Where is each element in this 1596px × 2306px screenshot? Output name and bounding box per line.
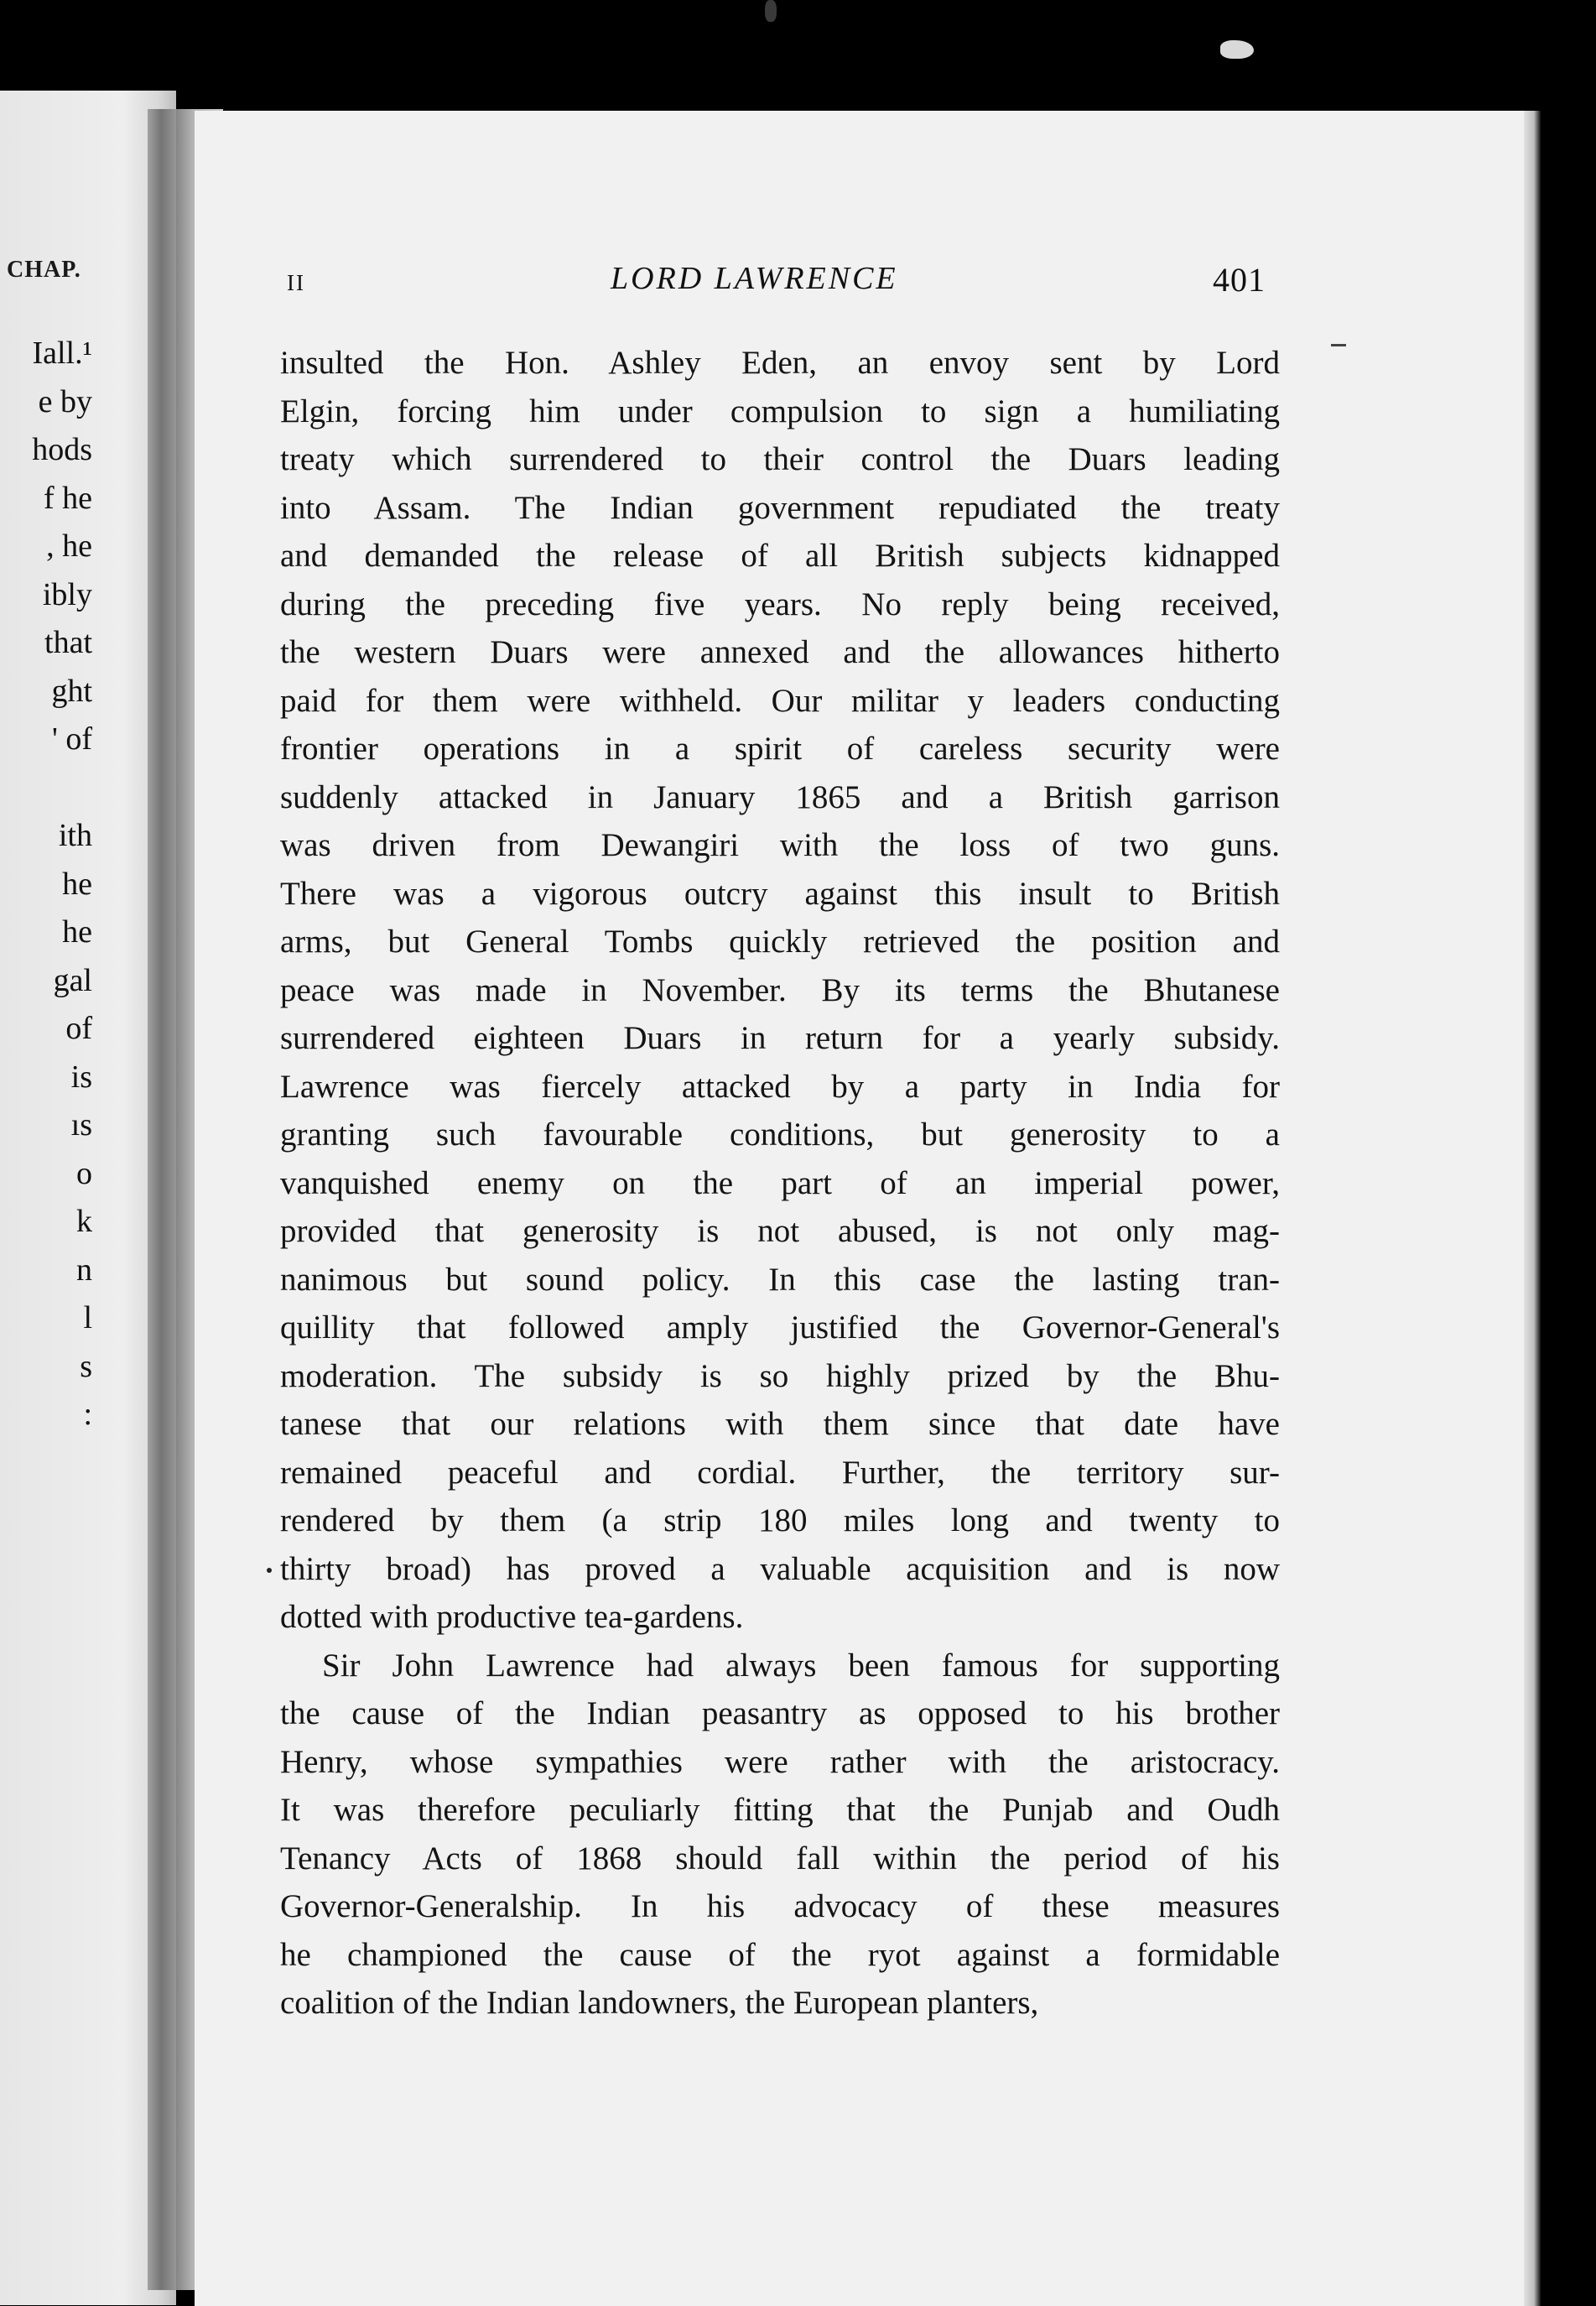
- left-page-fragment: ibly: [42, 576, 92, 612]
- chapter-numeral: II: [287, 270, 305, 295]
- text-line: thirty broad) has proved a valuable acquisition and is now: [280, 1550, 1280, 1587]
- text-line: Elgin, forcing him under compulsion to sign a humiliating: [280, 393, 1280, 429]
- text-line: nanimous but sound policy. In this case the lasting tran-: [280, 1261, 1280, 1298]
- left-page-fragment: [0, 764, 92, 813]
- text-line: vanquished enemy on the part of an imperial power,: [280, 1164, 1280, 1201]
- running-title: LORD LAWRENCE: [611, 261, 898, 296]
- text-line: Governor-Generalship. In his advocacy of these measures: [280, 1888, 1280, 1924]
- left-page-fragment: s: [80, 1348, 92, 1384]
- text-line: the western Duars were annexed and the allowances hitherto: [280, 634, 1280, 670]
- text-line: moderation. The subsidy is so highly prized by the Bhu-: [280, 1357, 1280, 1394]
- paragraph: [280, 339, 1280, 1642]
- text-line: Tenancy Acts of 1868 should fall within the period of his: [280, 1840, 1280, 1877]
- left-page-fragment: n: [76, 1252, 92, 1288]
- left-page-fragment: he: [62, 914, 92, 950]
- left-page-fragment: Iall.¹: [32, 336, 92, 371]
- text-line: rendered by them (a strip 180 miles long and twenty to: [280, 1502, 1280, 1538]
- margin-dot: [267, 1568, 272, 1573]
- left-page-fragment: l: [83, 1300, 92, 1335]
- left-page-fragment: f he: [43, 480, 92, 516]
- text-line: There was a vigorous outcry against this insult to British: [280, 875, 1280, 912]
- left-page-fragment: , he: [46, 528, 92, 564]
- paragraph: [280, 1642, 1280, 2028]
- text-line: was driven from Dewangiri with the loss of two guns.: [280, 827, 1280, 863]
- text-line: arms, but General Tombs quickly retrieved the position and: [280, 924, 1280, 960]
- text-line: during the preceding five years. No reply being received,: [280, 586, 1280, 622]
- text-line: provided that generosity is not abused, is not only mag-: [280, 1213, 1280, 1249]
- left-page-fragment: is: [70, 1059, 92, 1095]
- left-page-text-fragments: [0, 330, 92, 1439]
- text-line: Lawrence was fiercely attacked by a party in India for: [280, 1068, 1280, 1105]
- left-page-fragment: he: [62, 866, 92, 902]
- text-line: into Assam. The Indian government repudiated the treaty: [280, 489, 1280, 526]
- left-page-fragment: ght: [51, 673, 92, 709]
- left-page-fragment: e by: [38, 383, 92, 419]
- text-line: insulted the Hon. Ashley Eden, an envoy sent by Lord: [280, 345, 1280, 381]
- left-page-fragment: of: [65, 1011, 92, 1046]
- text-line: coalition of the Indian landowners, the European planters,: [280, 1985, 1039, 2021]
- text-line: dotted with productive tea-gardens.: [280, 1599, 744, 1635]
- body-text: [280, 339, 1280, 2028]
- left-page-fragment: gal: [53, 962, 92, 998]
- left-page-fragment: ' of: [51, 721, 92, 757]
- text-line: treaty which surrendered to their control the Duars leading: [280, 441, 1280, 477]
- scan-speck: [765, 0, 777, 22]
- page-number: 401: [1213, 261, 1266, 299]
- text-line: surrendered eighteen Duars in return for a yearly subsidy.: [280, 1020, 1280, 1056]
- left-page-header: CHAP.: [7, 257, 81, 283]
- left-page-fragment: k: [76, 1204, 92, 1239]
- text-line: tanese that our relations with them since that date have: [280, 1406, 1280, 1442]
- left-page-fragment: that: [44, 625, 92, 660]
- text-line: remained peaceful and cordial. Further, the territory sur-: [280, 1454, 1280, 1491]
- text-line: he championed the cause of the ryot against a formidable: [280, 1936, 1280, 1973]
- text-line: peace was made in November. By its terms the Bhutanese: [280, 971, 1280, 1008]
- scan-speck: [1220, 40, 1254, 59]
- right-page: [195, 111, 1524, 2306]
- text-line: It was therefore peculiarly fitting that the Punjab and Oudh: [280, 1792, 1280, 1828]
- text-line: the cause of the Indian peasantry as opposed to his brother: [280, 1695, 1280, 1731]
- left-page-fragment: ıs: [70, 1107, 92, 1143]
- text-line: granting such favourable conditions, but generosity to a: [280, 1117, 1280, 1153]
- running-head: [195, 260, 1524, 310]
- margin-mark: [1331, 344, 1346, 346]
- left-page-fragment: hods: [32, 432, 92, 467]
- text-line: Sir John Lawrence had always been famous for supporting: [322, 1647, 1280, 1684]
- text-line: paid for them were withheld. Our militar y leaders conducting: [280, 682, 1280, 719]
- text-line: Henry, whose sympathies were rather with the aristocracy.: [280, 1743, 1280, 1780]
- text-line: and demanded the release of all British subjects kidnapped: [280, 538, 1280, 574]
- page-edge-shadow: [1524, 111, 1541, 2306]
- left-page-fragment: o: [76, 1155, 92, 1191]
- left-page-fragment: :: [83, 1397, 92, 1432]
- text-line: quillity that followed amply justified the Governor-General's: [280, 1309, 1280, 1346]
- left-page-fragment: ith: [58, 818, 92, 853]
- text-line: suddenly attacked in January 1865 and a British garrison: [280, 778, 1280, 815]
- text-line: frontier operations in a spirit of careless security were: [280, 731, 1280, 767]
